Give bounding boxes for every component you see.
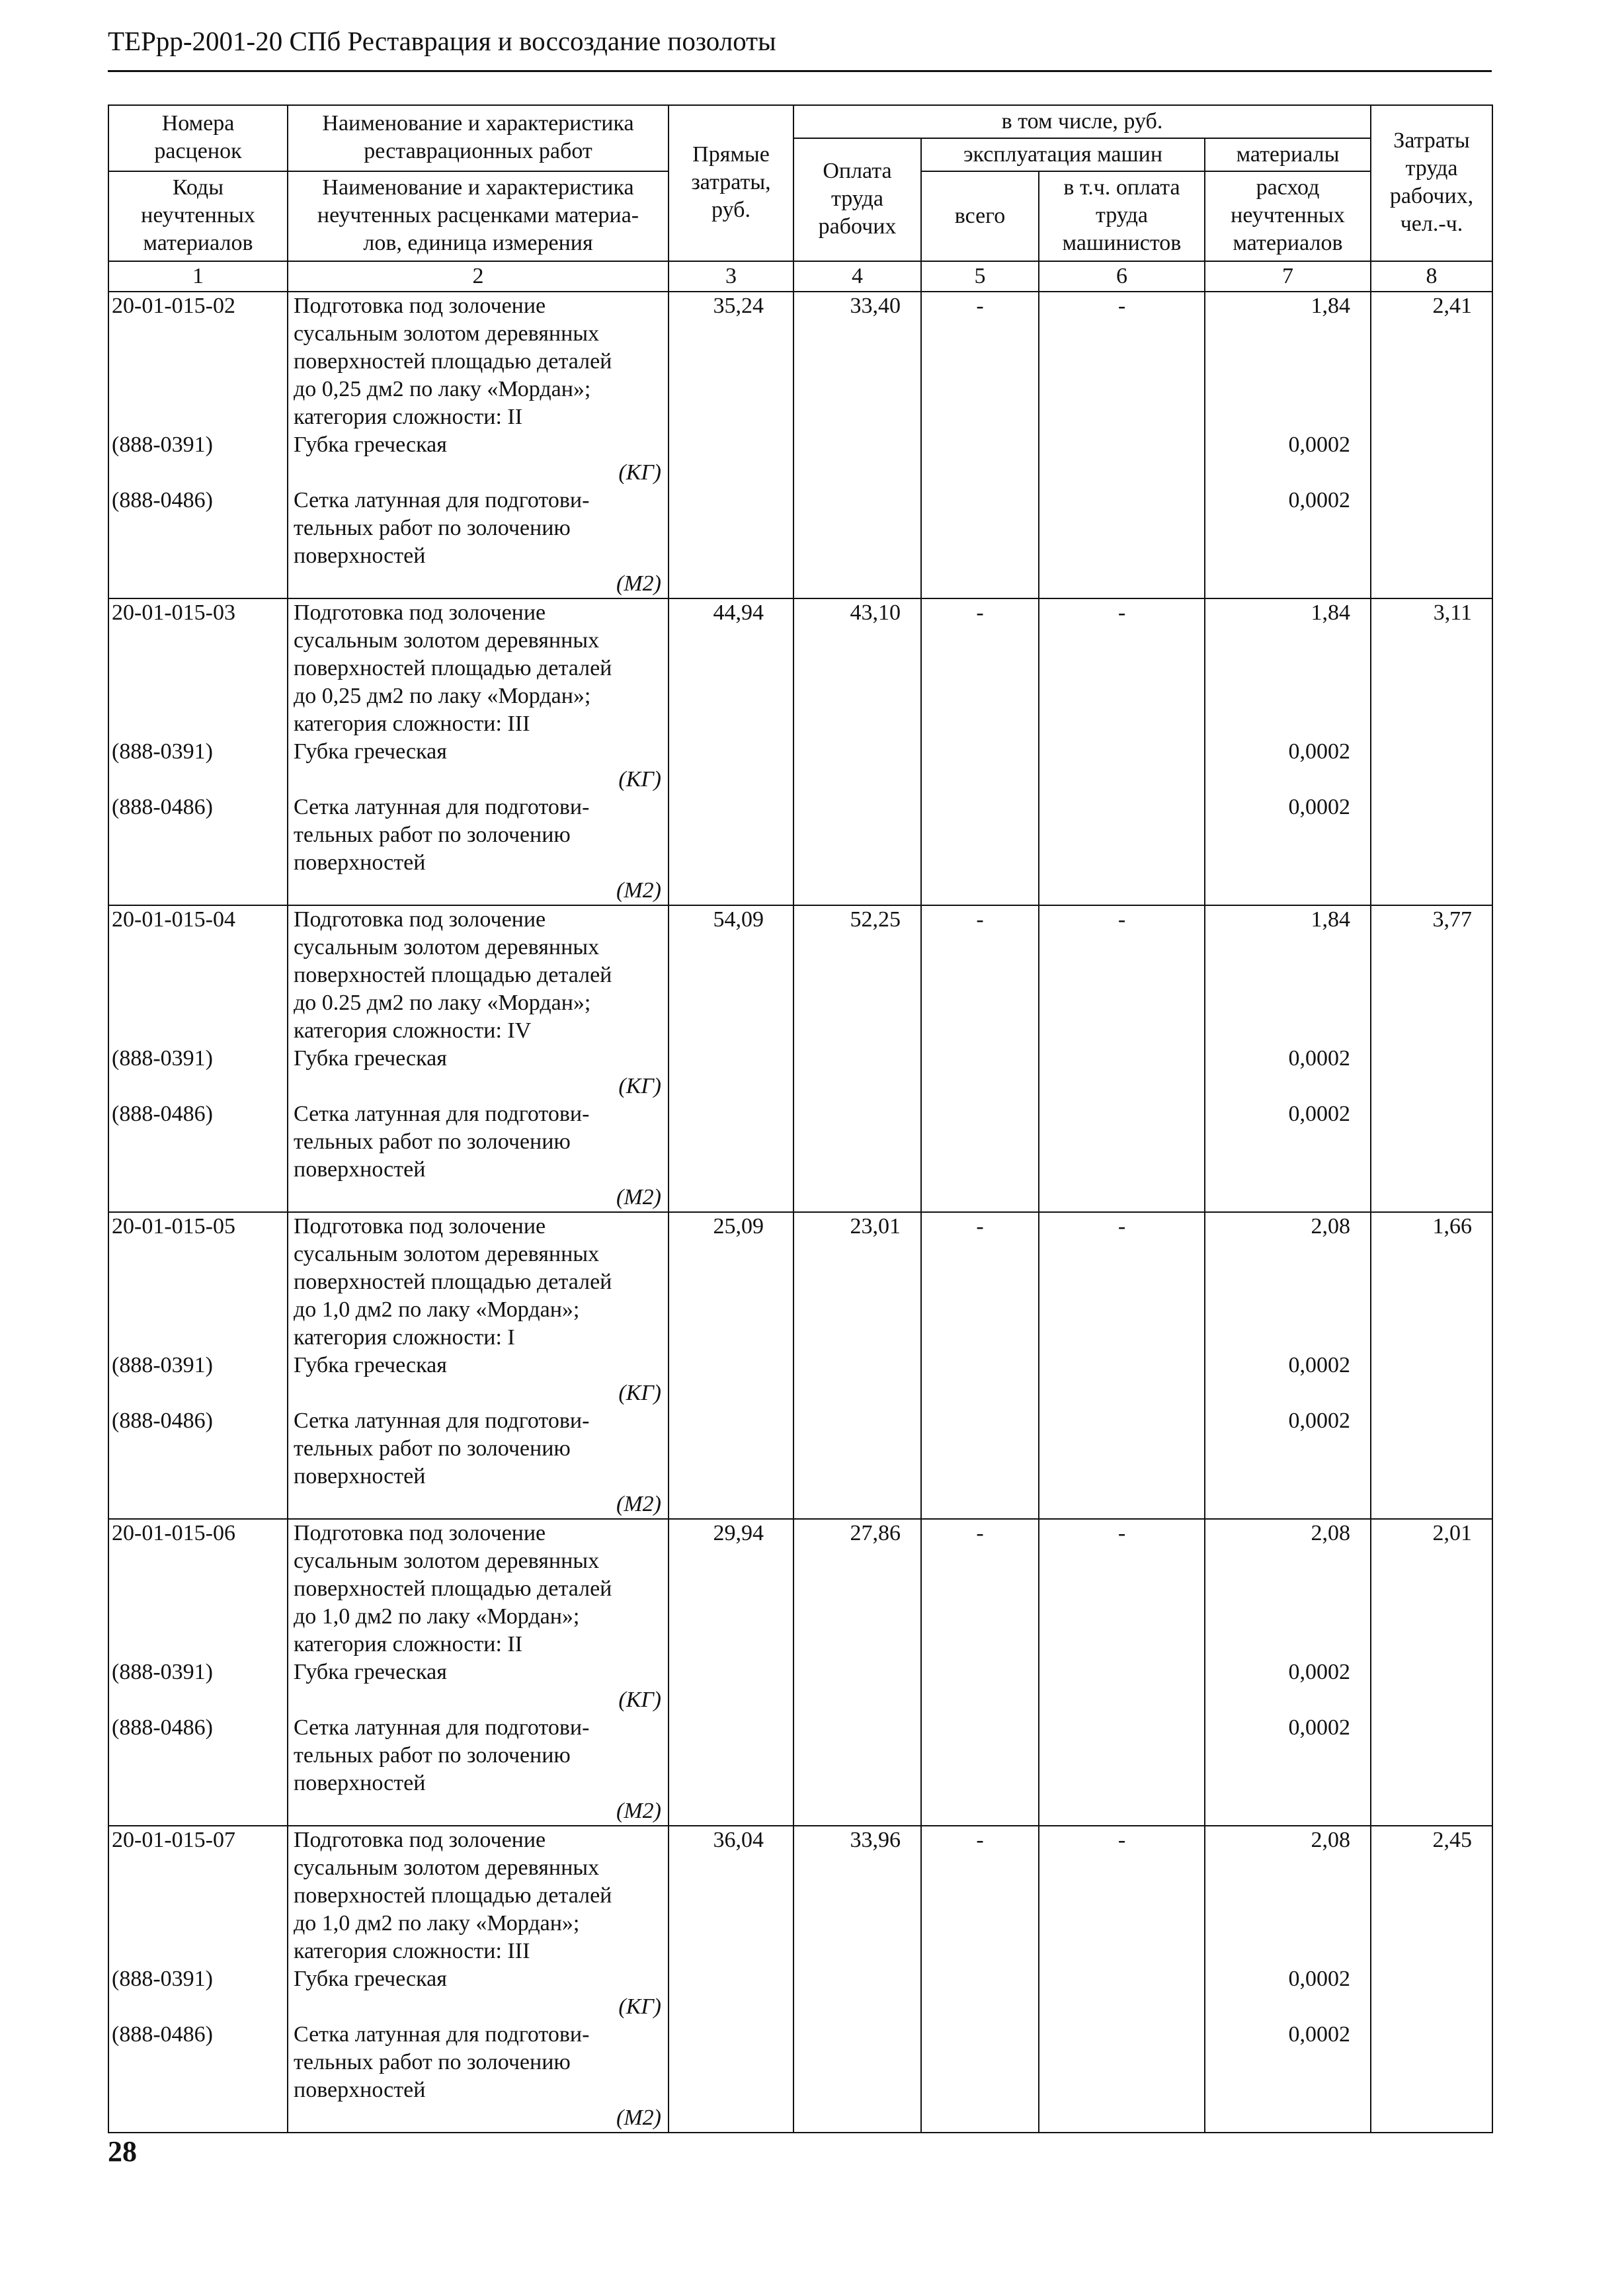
material-name-line: Сетка латунная для подготови- (294, 1715, 590, 1740)
page-number: 28 (108, 2135, 137, 2168)
work-description-line: сусальным золотом деревянных (294, 321, 600, 346)
material-quantity: 0,0002 (1288, 739, 1350, 764)
material-name-line: Сетка латунная для подготови- (294, 488, 590, 512)
materials-cell (1205, 905, 1371, 1212)
header-machine-operation: эксплуатация машин (921, 138, 1205, 171)
material-name-line: поверхностей (294, 544, 426, 568)
machines-total-value: - (921, 1519, 1039, 1826)
material-quantity: 0,0002 (1288, 1409, 1350, 1433)
material-unit: (КГ) (618, 1994, 661, 2019)
material-name: Губка греческая (294, 1353, 447, 1377)
material-unit: (М2) (616, 878, 661, 903)
material-quantity: 0,0002 (1288, 795, 1350, 819)
material-code: (888-0486) (112, 1715, 213, 1740)
rate-description-cell (288, 598, 669, 905)
worker-pay-value: 33,96 (793, 1826, 921, 2133)
worker-pay-value: 23,01 (793, 1212, 921, 1519)
work-description-line: до 0,25 дм2 по лаку «Мордан»; (294, 377, 591, 401)
work-description-line: категория сложности: II (294, 1632, 523, 1656)
direct-costs-value: 36,04 (669, 1826, 793, 2133)
work-description-line: категория сложности: III (294, 712, 530, 736)
rate-code: 20-01-015-06 (112, 1521, 235, 1545)
material-code: (888-0486) (112, 1409, 213, 1433)
materials-cell (1205, 1519, 1371, 1826)
material-quantity: 0,0002 (1288, 1967, 1350, 1991)
material-name: Губка греческая (294, 1967, 447, 1991)
rate-codes-cell (108, 598, 288, 905)
worker-pay-value: 52,25 (793, 905, 921, 1212)
materials-cost-value: 2,08 (1311, 1521, 1350, 1545)
labor-hours-value: 1,66 (1371, 1212, 1492, 1519)
rate-description-cell (288, 292, 669, 598)
materials-cell (1205, 1212, 1371, 1519)
materials-cost-value: 2,08 (1311, 1214, 1350, 1239)
machinist-pay-value: - (1039, 598, 1205, 905)
materials-cell (1205, 1826, 1371, 2133)
work-description-line: Подготовка под золочение (294, 1828, 546, 1852)
worker-pay-value: 43,10 (793, 598, 921, 905)
material-name-line: поверхностей (294, 1157, 426, 1182)
machines-total-value: - (921, 1212, 1039, 1519)
work-description-line: категория сложности: III (294, 1939, 530, 1963)
material-name: Губка греческая (294, 1046, 447, 1071)
material-quantity: 0,0002 (1288, 1353, 1350, 1377)
material-code: (888-0486) (112, 795, 213, 819)
column-number: 6 (1039, 261, 1205, 292)
column-number: 4 (793, 261, 921, 292)
work-description-line: до 1,0 дм2 по лаку «Мордан»; (294, 1297, 580, 1322)
labor-hours-value: 3,77 (1371, 905, 1492, 1212)
work-description-line: Подготовка под золочение (294, 1214, 546, 1239)
rate-codes-cell (108, 1826, 288, 2133)
work-description-line: до 1,0 дм2 по лаку «Мордан»; (294, 1604, 580, 1629)
rate-codes-cell (108, 1519, 288, 1826)
worker-pay-value: 27,86 (793, 1519, 921, 1826)
material-name-line: тельных работ по золочению (294, 516, 571, 540)
material-code: (888-0391) (112, 432, 213, 457)
material-name-line: тельных работ по золочению (294, 1436, 571, 1461)
material-name-line: Сетка латунная для подготови- (294, 795, 590, 819)
work-description-line: сусальным золотом деревянных (294, 1242, 600, 1266)
materials-cost-value: 1,84 (1311, 907, 1350, 932)
material-unit: (КГ) (618, 767, 661, 792)
rate-entry-row (108, 1519, 1492, 1826)
column-number: 1 (108, 261, 288, 292)
work-description-line: сусальным золотом деревянных (294, 1549, 600, 1573)
machinist-pay-value: - (1039, 1826, 1205, 2133)
material-unit: (М2) (616, 1492, 661, 1516)
table-body (108, 292, 1492, 2133)
labor-hours-value: 2,41 (1371, 292, 1492, 598)
rate-code: 20-01-015-03 (112, 600, 235, 625)
material-name: Губка греческая (294, 432, 447, 457)
work-description-line: до 0,25 дм2 по лаку «Мордан»; (294, 684, 591, 708)
document-title: ТЕРрр-2001-20 СПб Реставрация и воссоздание позолоты (108, 26, 776, 56)
material-code: (888-0486) (112, 488, 213, 512)
column-number: 5 (921, 261, 1039, 292)
rate-description-cell (288, 1212, 669, 1519)
rate-description-cell (288, 905, 669, 1212)
work-description-line: Подготовка под золочение (294, 600, 546, 625)
rate-description-cell (288, 1519, 669, 1826)
worker-pay-value: 33,40 (793, 292, 921, 598)
materials-cost-value: 1,84 (1311, 600, 1350, 625)
work-description-line: поверхностей площадью деталей (294, 1883, 612, 1908)
work-description-line: Подготовка под золочение (294, 294, 546, 318)
title-rule (108, 70, 1492, 72)
column-number: 7 (1205, 261, 1371, 292)
material-name-line: поверхностей (294, 2078, 426, 2102)
labor-hours-value: 2,01 (1371, 1519, 1492, 1826)
rate-code: 20-01-015-04 (112, 907, 235, 932)
rate-entry-row (108, 598, 1492, 905)
work-description-line: сусальным золотом дерeвянных (294, 1856, 600, 1880)
materials-cell (1205, 598, 1371, 905)
work-description-line: категория сложности: I (294, 1325, 515, 1350)
machines-total-value: - (921, 905, 1039, 1212)
rate-entry-row (108, 1212, 1492, 1519)
column-number: 8 (1371, 261, 1492, 292)
rate-codes-cell (108, 905, 288, 1212)
work-description-line: до 1,0 дм2 по лаку «Мордан»; (294, 1911, 580, 1936)
labor-hours-value: 3,11 (1371, 598, 1492, 905)
labor-hours-value: 2,45 (1371, 1826, 1492, 2133)
work-description-line: сусальным золотом деревянных (294, 935, 600, 960)
machines-total-value: - (921, 1826, 1039, 2133)
work-description-line: Подготовка под золочение (294, 1521, 546, 1545)
material-quantity: 0,0002 (1288, 1715, 1350, 1740)
rate-entry-row (108, 905, 1492, 1212)
direct-costs-value: 29,94 (669, 1519, 793, 1826)
work-description-line: поверхностей площадью деталей (294, 963, 612, 987)
material-code: (888-0391) (112, 1046, 213, 1071)
header-direct-costs: Прямые затраты, руб. (669, 105, 793, 261)
work-description-line: поверхностей площадью деталей (294, 656, 612, 680)
work-description-line: категория сложности: IV (294, 1018, 532, 1043)
machinist-pay-value: - (1039, 292, 1205, 598)
direct-costs-value: 25,09 (669, 1212, 793, 1519)
rate-codes-cell (108, 1212, 288, 1519)
work-description-line: категория сложности: II (294, 405, 523, 429)
material-unit: (КГ) (618, 1688, 661, 1712)
column-number: 2 (288, 261, 669, 292)
header-worker-pay: Оплата труда рабочих (793, 138, 921, 261)
materials-cost-value: 2,08 (1311, 1828, 1350, 1852)
material-name-line: Сетка латунная для подготови- (294, 2022, 590, 2047)
header-material-codes: Коды неучтенных материалов (108, 171, 288, 261)
column-number: 3 (669, 261, 793, 292)
materials-cost-value: 1,84 (1311, 294, 1350, 318)
material-quantity: 0,0002 (1288, 488, 1350, 512)
direct-costs-value: 54,09 (669, 905, 793, 1212)
rate-description-cell (288, 1826, 669, 2133)
material-name-line: поверхностей (294, 850, 426, 875)
machinist-pay-value: - (1039, 1212, 1205, 1519)
header-rate-numbers: Номера расценок (108, 105, 288, 171)
material-unit: (КГ) (618, 460, 661, 485)
material-quantity: 0,0002 (1288, 1660, 1350, 1684)
rate-code: 20-01-015-05 (112, 1214, 235, 1239)
material-code: (888-0391) (112, 1660, 213, 1684)
material-name-line: тельных работ по золочению (294, 823, 571, 847)
material-name-line: тельных работ по золочению (294, 2050, 571, 2074)
header-material-names: Наименование и характеристика неучтенных расценками материа- лов, единица измерения (288, 171, 669, 261)
material-code: (888-0486) (112, 1102, 213, 1126)
machines-total-value: - (921, 598, 1039, 905)
rate-entry-row (108, 1826, 1492, 2133)
material-unit: (М2) (616, 1185, 661, 1209)
work-description-line: Подготовка под золочение (294, 907, 546, 932)
header-machinist-pay: в т.ч. оплата труда машинистов (1039, 171, 1205, 261)
material-code: (888-0391) (112, 739, 213, 764)
rate-code: 20-01-015-02 (112, 294, 235, 318)
work-description-line: поверхностей площадью деталей (294, 349, 612, 374)
header-material-consumption: расход неучтенных материалов (1205, 171, 1371, 261)
rate-codes-cell (108, 292, 288, 598)
machines-total-value: - (921, 292, 1039, 598)
machinist-pay-value: - (1039, 1519, 1205, 1826)
materials-cell (1205, 292, 1371, 598)
rate-entry-row (108, 292, 1492, 598)
header-machines-total: всего (921, 171, 1039, 261)
work-description-line: сусальным золотом деревянных (294, 628, 600, 653)
header-including: в том числе, руб. (793, 105, 1371, 138)
material-unit: (М2) (616, 2105, 661, 2130)
material-code: (888-0391) (112, 1967, 213, 1991)
material-name: Губка греческая (294, 739, 447, 764)
rate-code: 20-01-015-07 (112, 1828, 235, 1852)
material-name-line: поверхностей (294, 1771, 426, 1795)
material-unit: (М2) (616, 571, 661, 596)
header-materials: материалы (1205, 138, 1371, 171)
header-labor-hours: Затраты труда рабочих, чел.-ч. (1371, 105, 1492, 261)
price-table (108, 104, 1493, 2133)
table-header (108, 105, 1492, 292)
material-name: Губка греческая (294, 1660, 447, 1684)
direct-costs-value: 35,24 (669, 292, 793, 598)
machinist-pay-value: - (1039, 905, 1205, 1212)
material-code: (888-0391) (112, 1353, 213, 1377)
material-quantity: 0,0002 (1288, 2022, 1350, 2047)
material-name-line: тельных работ по золочению (294, 1129, 571, 1154)
material-quantity: 0,0002 (1288, 1102, 1350, 1126)
material-name-line: тельных работ по золочению (294, 1743, 571, 1768)
work-description-line: поверхностей площадью деталей (294, 1270, 612, 1294)
material-unit: (КГ) (618, 1381, 661, 1405)
material-name-line: Сетка латунная для подготови- (294, 1409, 590, 1433)
material-quantity: 0,0002 (1288, 1046, 1350, 1071)
material-code: (888-0486) (112, 2022, 213, 2047)
work-description-line: до 0.25 дм2 по лаку «Мордан»; (294, 991, 591, 1015)
material-quantity: 0,0002 (1288, 432, 1350, 457)
material-name-line: Сетка латунная для подготови- (294, 1102, 590, 1126)
direct-costs-value: 44,94 (669, 598, 793, 905)
material-name-line: поверхностей (294, 1464, 426, 1489)
material-unit: (КГ) (618, 1074, 661, 1098)
header-work-name: Наименование и характеристика реставрационных работ (288, 105, 669, 171)
material-unit: (М2) (616, 1799, 661, 1823)
work-description-line: поверхностей площадью деталей (294, 1576, 612, 1601)
column-number-row (108, 261, 1492, 292)
